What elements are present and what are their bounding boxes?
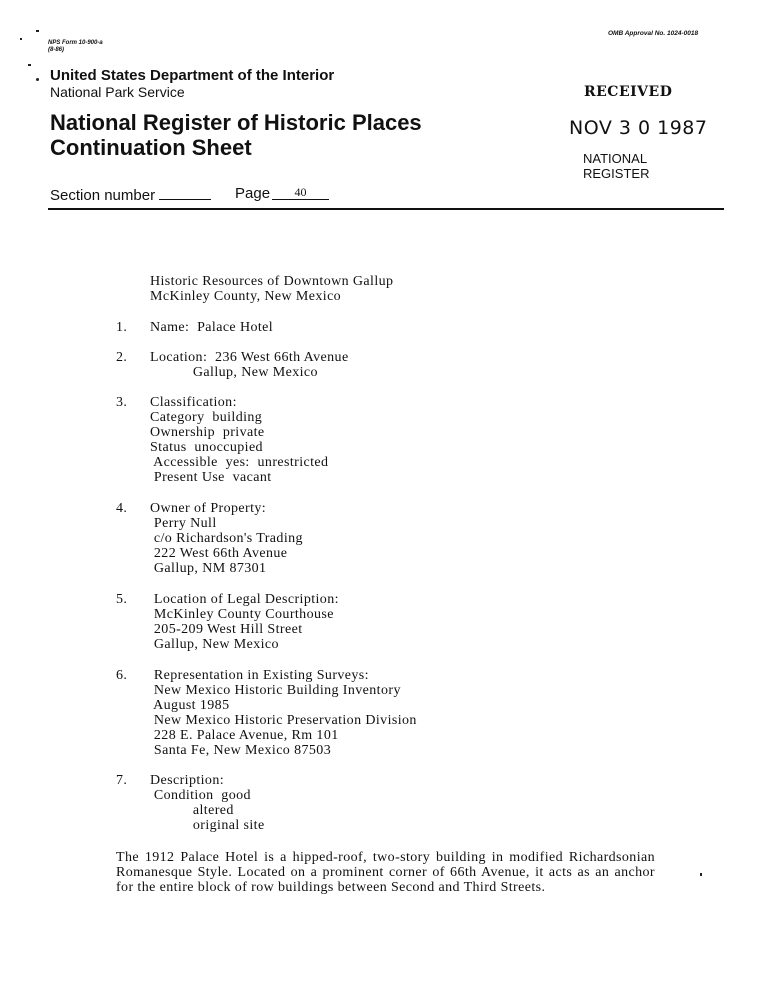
item-number: 1. [116,320,128,335]
form-revision: (8-86) [48,47,65,53]
scan-speck [36,78,39,81]
item-line: Location: 236 West 66th Avenue [150,350,349,365]
scan-speck [28,64,31,66]
page-number: 40 [272,186,329,200]
item-line: 222 West 66th Avenue [150,546,288,561]
section-number-label: Section number [50,187,156,204]
item-line: Gallup, New Mexico [150,637,279,652]
header-divider [48,208,724,210]
item-line: McKinley County Courthouse [150,607,334,622]
item-line: original site [150,818,265,833]
description-paragraph: The 1912 Palace Hotel is a hipped-roof, two-story building in modified Richardsonian Romanesque Style. Located on a prominent corner of 66th Avenue, it acts as an anchor for the entire block of row buildings between Second and Third Streets. [116,850,655,895]
item-number: 5. [116,592,128,607]
item-line: August 1985 [150,698,230,713]
received-stamp: RECEIVED [584,84,673,100]
item-line: Ownership private [150,425,265,440]
agency-name: National Park Service [50,84,185,100]
item-line: New Mexico Historic Building Inventory [150,683,401,698]
item-line: Accessible yes: unrestricted [150,455,329,470]
item-line: Location of Legal Description: [150,592,339,607]
section-number-blank [159,189,211,200]
section-number-field [50,187,211,204]
intro-line: Historic Resources of Downtown Gallup [150,274,394,289]
item-number: 3. [116,395,128,410]
item-line: altered [150,803,234,818]
item-line: Representation in Existing Surveys: [150,668,369,683]
form-identifier [48,40,103,54]
item-line: Gallup, New Mexico [150,365,318,380]
department-name: United States Department of the Interior [50,67,335,84]
item-line: Name: Palace Hotel [150,320,274,335]
register-stamp-line1: NATIONAL [583,151,648,166]
item-line: Present Use vacant [150,470,272,485]
item-line: New Mexico Historic Preservation Division [150,713,417,728]
register-stamp [583,151,649,181]
item-line: Condition good [150,788,251,803]
register-stamp-line2: REGISTER [583,166,650,181]
item-line: c/o Richardson's Trading [150,531,303,546]
item-number: 2. [116,350,128,365]
form-title: National Register of Historic Places [50,110,422,135]
item-line: Category building [150,410,263,425]
form-subtitle: Continuation Sheet [50,135,252,160]
item-line: Gallup, NM 87301 [150,561,267,576]
item-number: 6. [116,668,128,683]
scan-speck [20,38,22,40]
item-number: 7. [116,773,128,788]
item-line: Owner of Property: [150,501,267,516]
intro-line: McKinley County, New Mexico [150,289,342,304]
item-line: Classification: [150,395,237,410]
scan-speck [36,30,39,32]
item-line: Santa Fe, New Mexico 87503 [150,743,332,758]
item-line: 228 E. Palace Avenue, Rm 101 [150,728,339,743]
page-label: Page [235,185,271,202]
item-line: Description: [150,773,225,788]
omb-approval: OMB Approval No. 1024-0018 [608,30,699,37]
scan-speck [700,873,702,876]
item-line: 205-209 West Hill Street [150,622,303,637]
form-number: NPS Form 10-900-a [48,40,103,46]
item-number: 4. [116,501,128,516]
item-line: Status unoccupied [150,440,263,455]
received-date-stamp: NOV 3 0 1987 [569,117,708,139]
item-line: Perry Null [150,516,217,531]
